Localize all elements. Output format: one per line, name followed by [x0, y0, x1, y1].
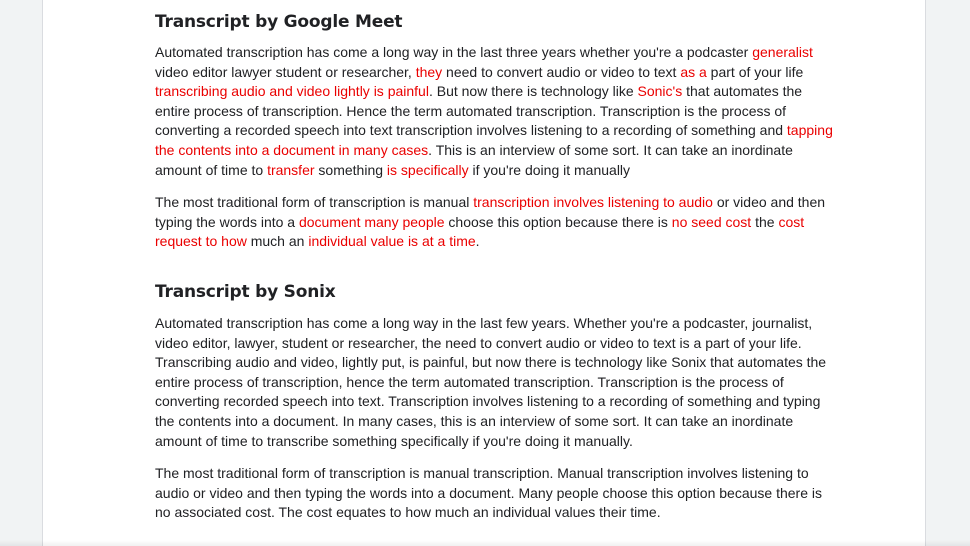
transcript-text: . This is an interview of some sort. It can take an inordinate amount of time to	[155, 141, 793, 178]
section-title-sonix: Transcript by Sonix	[155, 281, 336, 302]
transcription-error-text: they	[415, 63, 443, 80]
transcription-error-text: individual value is at a time	[308, 233, 476, 250]
transcript-text: much an	[246, 233, 309, 250]
transcription-error-text: cost request to how	[155, 213, 805, 250]
transcript-text: .	[475, 233, 480, 250]
transcription-error-text: as a	[680, 63, 707, 80]
transcription-error-text: Sonic's	[637, 83, 683, 100]
transcription-error-text: transfer	[267, 161, 315, 178]
transcription-error-text: tapping the contents into a document in many cases	[155, 122, 833, 158]
bottom-shadow	[0, 540, 970, 546]
transcript-text: that automates the entire process of transcription. Hence the term automated transcription. Transcription is the process of converting a recorded speech into text transcription involves listening to a recording of something and	[155, 83, 803, 139]
google-meet-paragraph-1	[155, 43, 835, 180]
transcript-text: Automated transcription has come a long way in the last three years whether you're a podcaster	[155, 44, 753, 60]
sonix-paragraph-2	[155, 464, 835, 523]
section-title-google-meet: Transcript by Google Meet	[155, 12, 403, 32]
transcript-text: The most traditional form of transcription is manual transcription. Manual transcription involves listening to audio or video and then typing the words into a document. Many people choose this option because there is no associated cost. The cost equates to how much an individual values their time.	[155, 465, 822, 521]
transcription-error-text: no seed cost	[671, 213, 752, 230]
transcription-error-text: generalist	[752, 44, 813, 60]
transcription-error-text: transcription involves listening to audio	[473, 194, 713, 211]
transcript-text: Automated transcription has come a long way in the last few years. Whether you're a podcaster, journalist, video editor, lawyer, student or researcher, the need to convert audio or video to text is a part of your life. Transcribing audio and video, lightly put, is painful, but now there is technology like Sonix that automates the entire process of transcription, hence the term automated transcription. Transcription is the process of converting recorded speech into text. Transcription involves listening to a recording of something and typing the contents into a document. In many cases, this is an interview of some sort. It can take an inordinate amount of time to transcribe something specifically if you're doing it manually.	[155, 314, 827, 449]
transcript-text: if you're doing it manually	[468, 161, 631, 178]
transcript-text: something	[314, 161, 387, 178]
transcript-text: choose this option because there is	[444, 213, 672, 230]
transcript-text: The most traditional form of transcription is manual	[155, 194, 474, 211]
google-meet-paragraph-2	[155, 193, 835, 252]
transcript-text: . But now there is technology like	[428, 83, 638, 100]
sonix-paragraph-1	[155, 314, 835, 451]
transcript-text: need to convert audio or video to text	[442, 63, 681, 80]
transcription-error-text: document many people	[298, 213, 445, 230]
transcription-error-text: transcribing audio and video lightly is painful	[155, 83, 429, 100]
transcription-error-text: is specifically	[386, 161, 469, 178]
document-page	[42, 0, 926, 546]
transcript-text: the	[751, 213, 779, 230]
transcript-text: part of your life	[706, 63, 804, 80]
transcript-text: video editor lawyer student or researcher,	[155, 63, 416, 80]
transcript-text: or video and then typing the words into a	[155, 194, 826, 230]
document-body	[155, 12, 835, 523]
